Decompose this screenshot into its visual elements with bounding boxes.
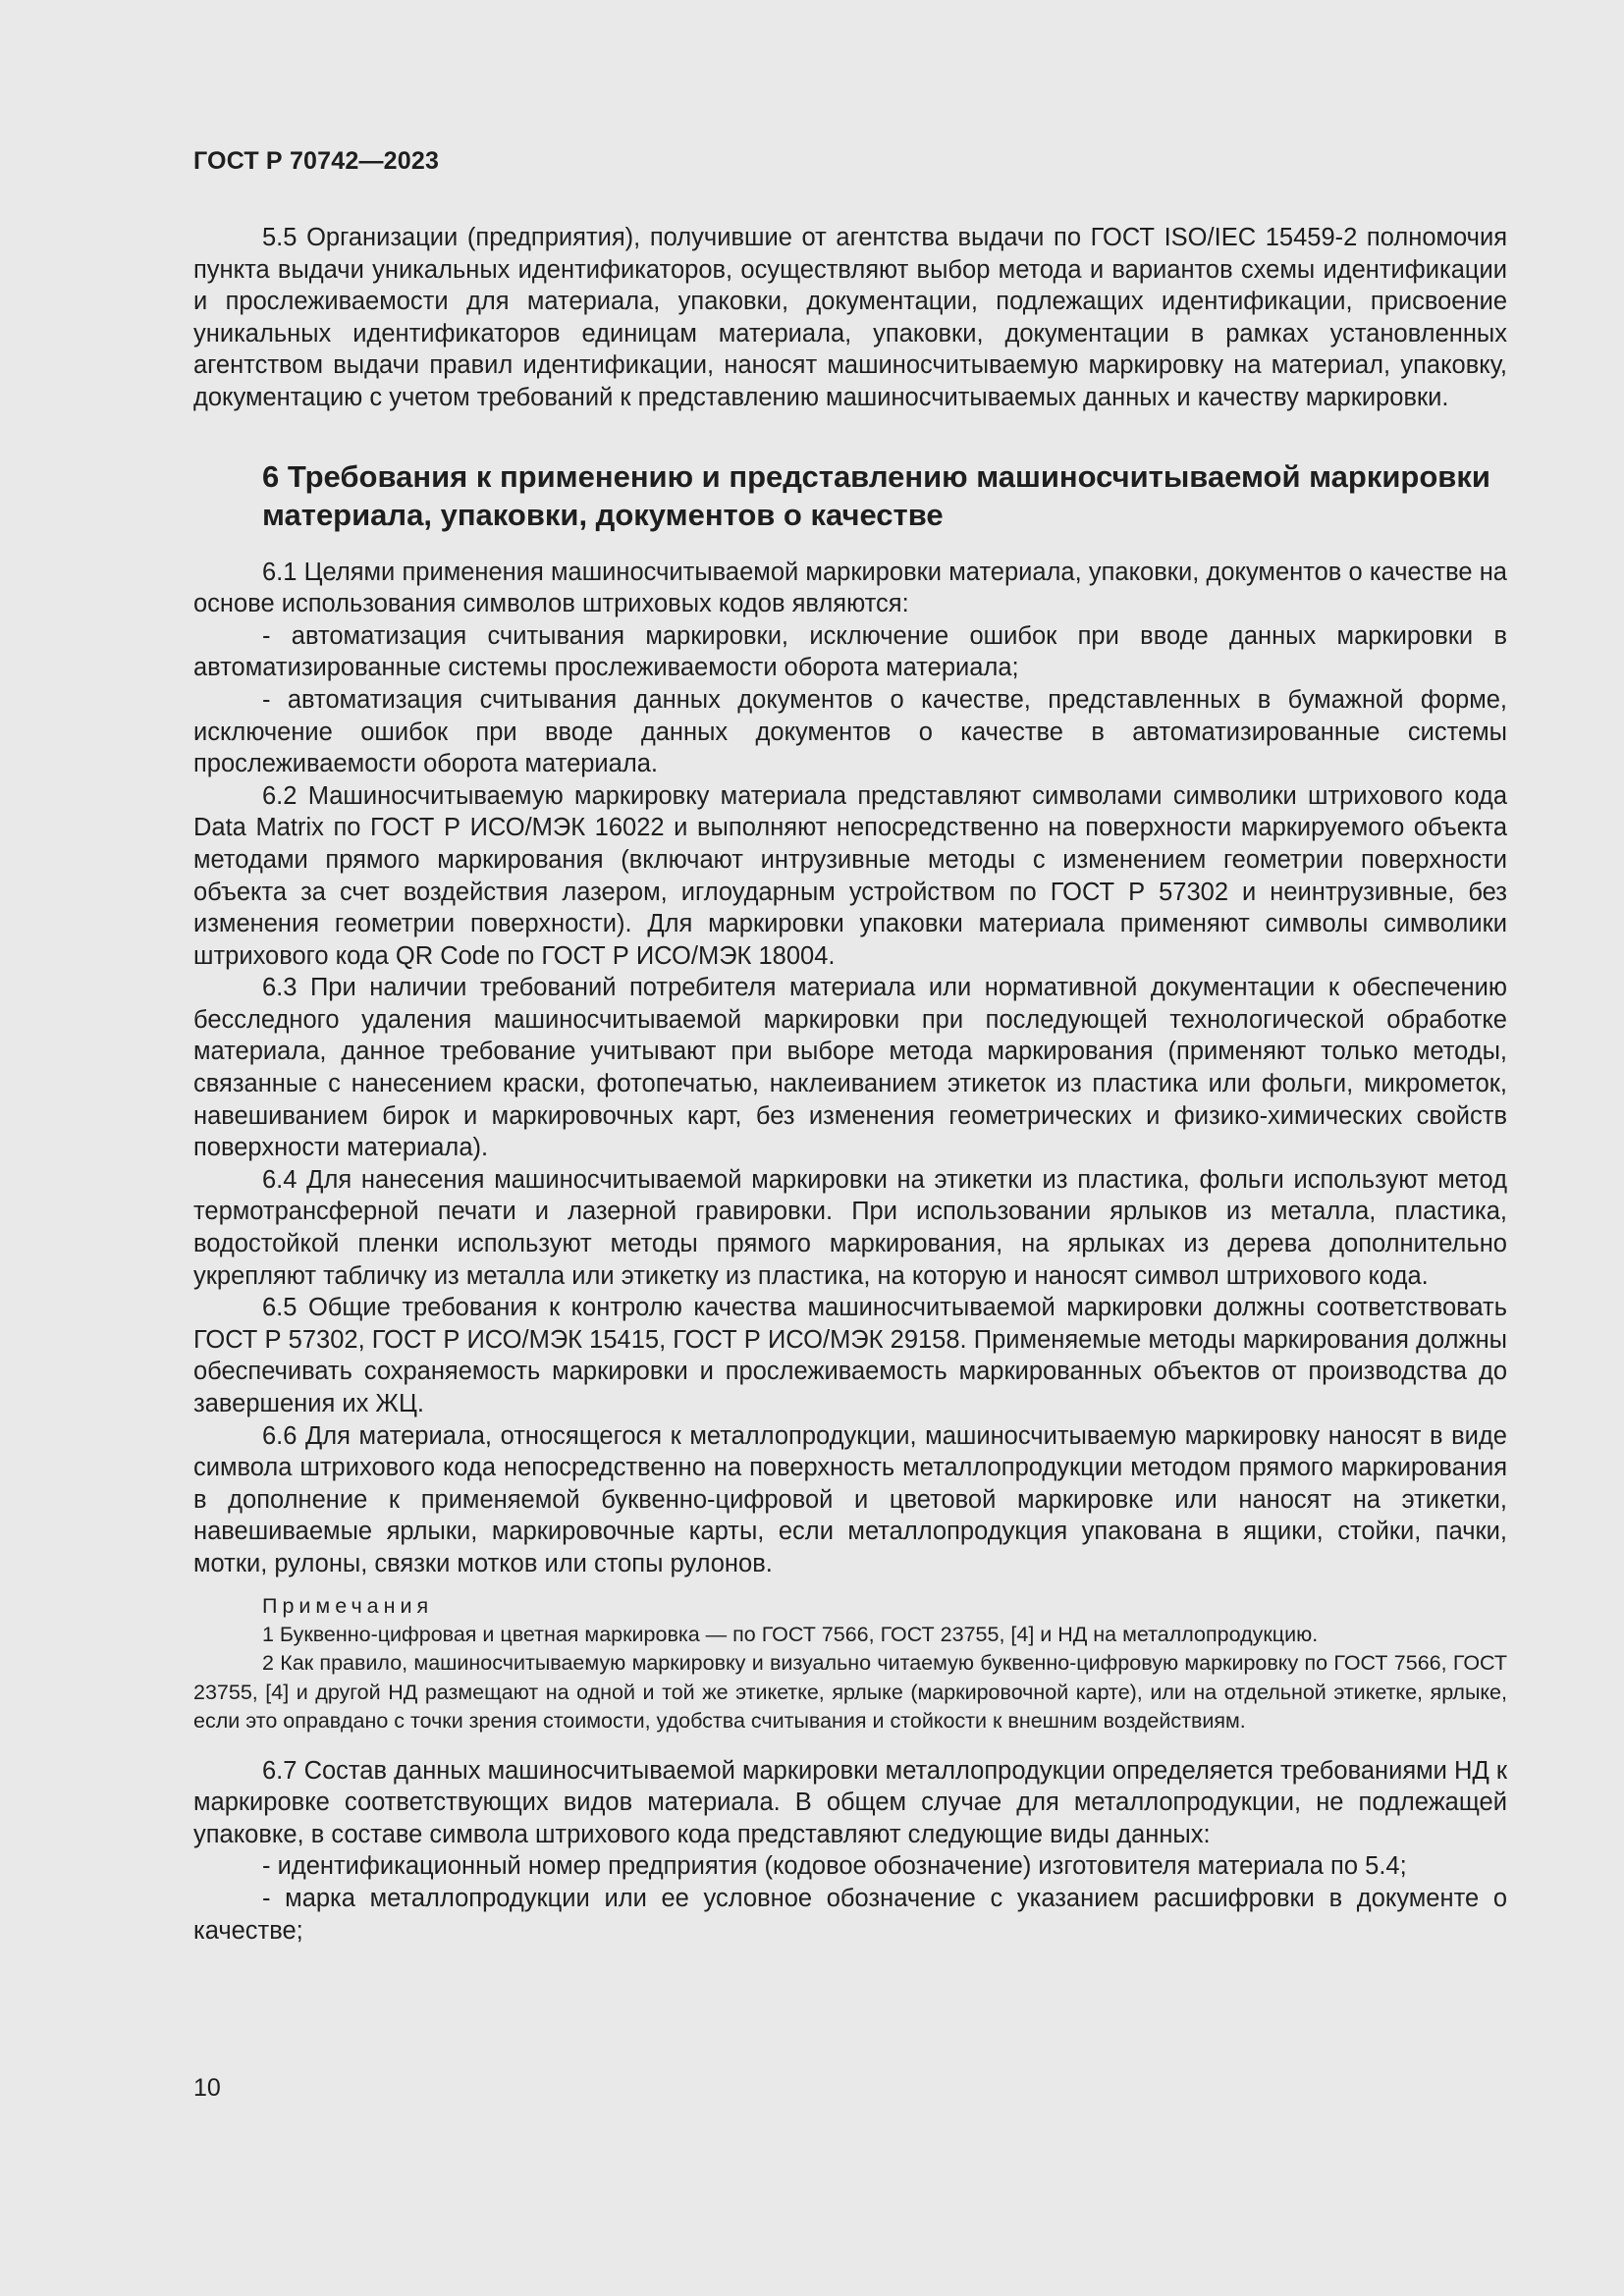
paragraph-6-7: 6.7 Состав данных машиносчитываемой маркировки металлопродукции определяется требованиями НД к маркировке соответствующих видов материала. В общем случае для металлопродукции, не подлежащей упаковке, в составе символа штрихового кода представляют следующие виды данных: [193, 1756, 1507, 1848]
paragraph-5-5: 5.5 Организации (предприятия), получившие от агентства выдачи по ГОСТ ISO/IEC 15459-2 полномочия пункта выдачи уникальных идентификаторов, осуществляют выбор метода и вариантов схемы идентификации и прослеживаемости для материала, упаковки, документации, подлежащих идентификации, присвоение уникальных идентификаторов единицам материала, упаковки, документации в рамках установленных агентством выдачи правил идентификации, наносят машиносчитываемую маркировку на материал, упаковку, документацию с учетом требований к представлению машиносчитываемых данных и качеству маркировки. [193, 224, 1507, 411]
list-item-automation-marking: - автоматизация считывания маркировки, исключение ошибок при вводе данных маркировки в автоматизированные системы прослеживаемости оборота материала; [193, 621, 1507, 682]
list-item-enterprise-id: - идентификационный номер предприятия (кодовое обозначение) изготовителя материала по 5.4; [262, 1852, 1407, 1881]
note-1: 1 Буквенно-цифровая и цветная маркировка — по ГОСТ 7566, ГОСТ 23755, [4] и НД на металлопродукцию. [262, 1622, 1319, 1646]
paragraph-6-4: 6.4 Для нанесения машиносчитываемой маркировки на этикетки из пластика, фольги используют метод термотрансферной печати и лазерной гравировки. При использовании ярлыков из металла, пластика, водостойкой пленки используют методы прямого маркирования, на ярлыках из дерева дополнительно укрепляют табличку из металла или этикетку из пластика, на которую и наносят символ штрихового кода. [193, 1165, 1507, 1290]
section-heading-6: 6 Требования к применению и представлению машиносчитываемой маркировки материала, упаковки, документов о качестве [262, 458, 1490, 532]
paragraph-6-1: 6.1 Целями применения машиносчитываемой маркировки материала, упаковки, документов о качестве на основе использования символов штриховых кодов являются: [193, 558, 1507, 618]
note-2: 2 Как правило, машиносчитываемую маркировку и визуально читаемую буквенно-цифровую маркировку по ГОСТ 7566, ГОСТ 23755, [4] и другой НД размещают на одной и той же этикетке, ярлыке (маркировочной карте), или на отдельной этикетке, ярлыке, если это оправдано с точки зрения стоимости, удобства считывания и стойкости к внешним воздействиям. [193, 1651, 1507, 1734]
page-number: 10 [193, 2074, 221, 2102]
paragraph-6-3: 6.3 При наличии требований потребителя материала или нормативной документации к обеспечению бесследного удаления машиносчитываемой маркировки при последующей технологической обработке материала, данное требование учитывают при выборе метода маркирования (применяют только методы, связанные с нанесением краски, фотопечатью, наклеиванием этикеток из пластика или фольги, микрометок, навешиванием бирок и маркировочных карт, без изменения геометрических и физико-химических свойств поверхности материала). [193, 974, 1507, 1162]
paragraph-6-6: 6.6 Для материала, относящегося к металлопродукции, машиносчитываемую маркировку наносят в виде символа штрихового кода непосредственно на поверхность металлопродукции методом прямого маркирования в дополнение к применяемой буквенно-цифровой и цветовой маркировке или наносят на этикетки, навешиваемые ярлыки, маркировочные карты, если металлопродукция упакована в ящики, стойки, пачки, мотки, рулоны, связки мотков или стопы рулонов. [193, 1421, 1507, 1577]
list-item-metal-grade: - марка металлопродукции или ее условное обозначение с указанием расшифровки в документе о качестве; [193, 1884, 1507, 1945]
notes-block [193, 1592, 1507, 1736]
document-body [193, 222, 1507, 1947]
document-header-standard-code: ГОСТ Р 70742—2023 [193, 147, 440, 175]
paragraph-6-5: 6.5 Общие требования к контролю качества машиносчитываемой маркировки должны соответствовать ГОСТ Р 57302, ГОСТ Р ИСО/МЭК 15415, ГОСТ Р ИСО/МЭК 29158. Применяемые методы маркирования должны обеспечивать сохраняемость маркировки и прослеживаемость маркированных объектов от производства до завершения их ЖЦ. [193, 1294, 1507, 1417]
paragraph-6-2: 6.2 Машиносчитываемую маркировку материала представляют символами символики штрихового кода Data Matrix по ГОСТ Р ИСО/МЭК 16022 и выполняют непосредственно на поверхности маркируемого объекта методами прямого маркирования (включают интрузивные методы с изменением геометрии поверхности объекта за счет воздействия лазером, иглоударным устройством по ГОСТ Р 57302 и неинтрузивные, без изменения геометрии поверхности). Для маркировки упаковки материала применяют символы символики штрихового кода QR Code по ГОСТ Р ИСО/МЭК 18004. [193, 781, 1507, 970]
list-item-automation-documents: - автоматизация считывания данных документов о качестве, представленных в бумажной форме, исключение ошибок при вводе данных документов о качестве в автоматизированные системы прослеживаемости оборота материала. [193, 685, 1507, 778]
notes-title: Примечания [262, 1593, 434, 1618]
